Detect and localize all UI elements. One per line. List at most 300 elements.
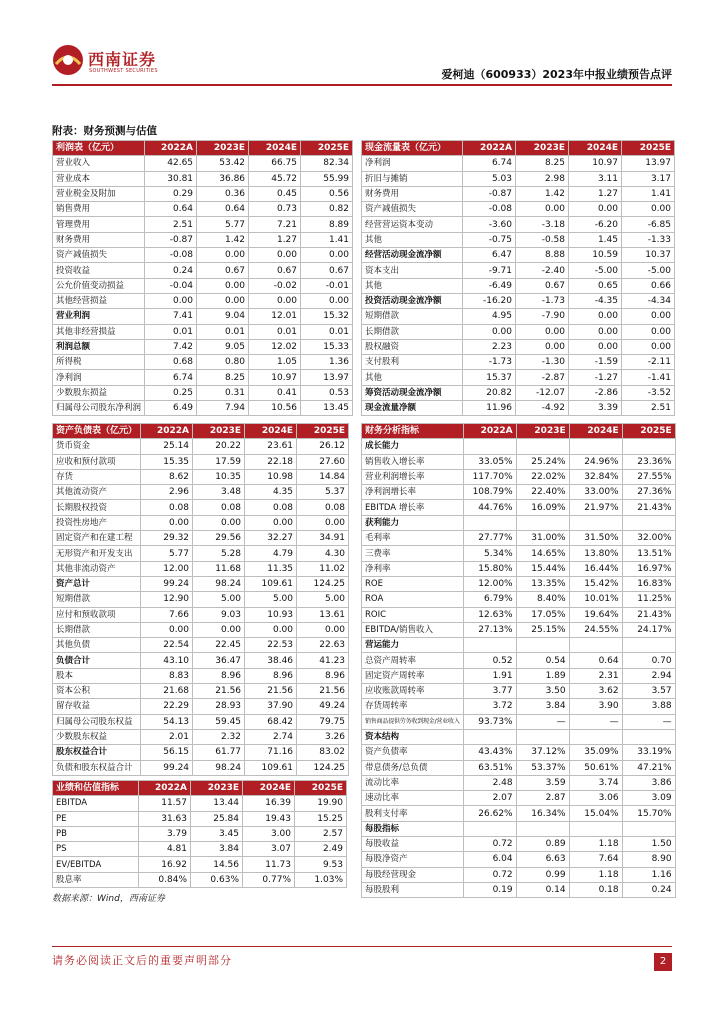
row-label: 经营营运资本变动 — [362, 217, 463, 232]
value-cell: 1.27 — [249, 232, 301, 247]
value-cell: 32.00% — [622, 531, 675, 546]
row-label: EBITDA 增长率 — [362, 500, 464, 515]
value-cell: 43.10 — [141, 653, 193, 668]
value-cell — [622, 515, 675, 530]
value-cell: 0.18 — [569, 882, 622, 897]
row-label: 毛利率 — [362, 531, 464, 546]
value-cell: 33.05% — [463, 454, 516, 469]
value-cell: -9.71 — [463, 263, 516, 278]
row-label: 每股股利 — [362, 882, 464, 897]
table-row — [362, 699, 676, 714]
value-cell: 10.97 — [249, 370, 301, 385]
value-cell: -1.27 — [569, 370, 622, 385]
value-cell: -1.59 — [569, 355, 622, 370]
year-header-cell: 2025E — [622, 424, 675, 439]
income-statement-table — [52, 140, 353, 416]
value-cell: -1.30 — [516, 355, 569, 370]
row-label: 支付股利 — [362, 355, 463, 370]
table-row — [362, 653, 676, 668]
value-cell: 21.97% — [569, 500, 622, 515]
row-label: ROIC — [362, 607, 464, 622]
value-cell: 0.00 — [141, 622, 193, 637]
value-cell: 4.35 — [245, 485, 297, 500]
value-cell: 124.25 — [297, 760, 349, 775]
value-cell: 99.24 — [141, 760, 193, 775]
value-cell: 3.45 — [191, 826, 243, 841]
value-cell: 10.93 — [245, 607, 297, 622]
row-label: 长期股权投资 — [53, 500, 141, 515]
row-label: 股本 — [53, 668, 141, 683]
value-cell: 13.45 — [301, 401, 353, 416]
value-cell: -3.52 — [622, 385, 675, 400]
value-cell: 10.35 — [193, 469, 245, 484]
value-cell: 3.86 — [622, 775, 675, 790]
value-cell: 32.84% — [569, 469, 622, 484]
value-cell: 1.50 — [622, 837, 675, 852]
value-cell: 16.83% — [622, 576, 675, 591]
value-cell: 29.32 — [141, 531, 193, 546]
value-cell: -2.40 — [516, 263, 569, 278]
table-row — [362, 622, 676, 637]
table-row — [362, 385, 675, 400]
value-cell: 3.77 — [463, 684, 516, 699]
table-row — [362, 729, 676, 744]
value-cell: 3.09 — [622, 791, 675, 806]
row-label: 流动比率 — [362, 775, 464, 790]
value-cell: 23.61 — [245, 439, 297, 454]
value-cell: 0.89 — [516, 837, 569, 852]
value-cell: 10.97 — [569, 156, 622, 171]
value-cell: 3.17 — [622, 171, 675, 186]
value-cell: — — [516, 714, 569, 729]
value-cell: 0.00 — [141, 515, 193, 530]
table-row — [53, 638, 349, 653]
row-label: 其他负债 — [53, 638, 141, 653]
value-cell: 15.25 — [295, 811, 347, 826]
value-cell: 22.18 — [245, 454, 297, 469]
value-cell: 0.52 — [463, 653, 516, 668]
value-cell: 22.45 — [193, 638, 245, 653]
value-cell: 15.32 — [301, 309, 353, 324]
value-cell: -0.87 — [145, 232, 197, 247]
table-row — [362, 714, 676, 729]
row-label: 少数股东损益 — [53, 385, 145, 400]
table-header-row — [53, 424, 349, 439]
value-cell: 0.00 — [569, 309, 622, 324]
value-cell: 98.24 — [193, 576, 245, 591]
table-title-cell: 利润表（亿元） — [53, 141, 145, 156]
value-cell: 21.56 — [297, 684, 349, 699]
row-label: 资产负债率 — [362, 745, 464, 760]
value-cell: 22.63 — [297, 638, 349, 653]
row-label: 其他非流动资产 — [53, 561, 141, 576]
value-cell: 33.19% — [622, 745, 675, 760]
value-cell: 35.09% — [569, 745, 622, 760]
row-label: 资本公积 — [53, 684, 141, 699]
row-label: 投资性房地产 — [53, 515, 141, 530]
table-row — [362, 684, 676, 699]
row-label: 公允价值变动损益 — [53, 278, 145, 293]
value-cell — [622, 821, 675, 836]
value-cell: -6.20 — [569, 217, 622, 232]
value-cell: 19.90 — [295, 796, 347, 811]
value-cell: 25.24% — [516, 454, 569, 469]
value-cell: 32.27 — [245, 531, 297, 546]
table-row — [53, 653, 349, 668]
table-title-cell: 现金流量表（亿元） — [362, 141, 463, 156]
value-cell: 8.96 — [193, 668, 245, 683]
value-cell: 43.43% — [463, 745, 516, 760]
value-cell: 5.00 — [297, 592, 349, 607]
data-source-note: 数据来源：Wind，西南证券 — [52, 894, 165, 904]
value-cell: 23.36% — [622, 454, 675, 469]
value-cell: 14.56 — [191, 857, 243, 872]
value-cell: 117.70% — [463, 469, 516, 484]
table-row — [362, 278, 675, 293]
value-cell: 8.96 — [297, 668, 349, 683]
value-cell: -1.33 — [622, 232, 675, 247]
row-label: 其他非经营损益 — [53, 324, 145, 339]
table-row — [362, 309, 675, 324]
value-cell: 10.56 — [249, 401, 301, 416]
table-row — [53, 857, 347, 872]
row-label: 营业成本 — [53, 171, 145, 186]
row-label: 应付和预收款项 — [53, 607, 141, 622]
year-header-cell: 2024E — [249, 141, 301, 156]
value-cell: 8.96 — [245, 668, 297, 683]
value-cell: 1.42 — [516, 186, 569, 201]
row-label: ROE — [362, 576, 464, 591]
table-row — [362, 263, 675, 278]
value-cell: 0.67 — [197, 263, 249, 278]
value-cell: 16.44% — [569, 561, 622, 576]
value-cell: 10.37 — [622, 248, 675, 263]
row-label: 存货 — [53, 469, 141, 484]
value-cell: 26.12 — [297, 439, 349, 454]
row-label: 每股净资产 — [362, 852, 464, 867]
value-cell: 25.84 — [191, 811, 243, 826]
table-row — [53, 171, 353, 186]
financial-ratios-table — [361, 423, 676, 898]
value-cell: 11.68 — [193, 561, 245, 576]
table-row — [362, 760, 676, 775]
value-cell: 10.01% — [569, 592, 622, 607]
value-cell: 38.46 — [245, 653, 297, 668]
value-cell: 37.12% — [516, 745, 569, 760]
row-label: 管理费用 — [53, 217, 145, 232]
row-label: 净利润 — [362, 156, 463, 171]
value-cell: 9.03 — [193, 607, 245, 622]
value-cell: 0.00 — [622, 202, 675, 217]
value-cell: 2.74 — [245, 729, 297, 744]
table-row — [362, 339, 675, 354]
value-cell: 7.64 — [569, 852, 622, 867]
value-cell — [516, 515, 569, 530]
value-cell: 3.90 — [569, 699, 622, 714]
value-cell: 6.63 — [516, 852, 569, 867]
table-row — [362, 469, 676, 484]
value-cell: 13.80% — [569, 546, 622, 561]
value-cell: 15.04% — [569, 806, 622, 821]
value-cell: -16.20 — [463, 293, 516, 308]
value-cell: 0.77% — [243, 872, 295, 887]
value-cell: -7.90 — [516, 309, 569, 324]
table-row — [53, 217, 353, 232]
table-row — [53, 439, 349, 454]
value-cell: 15.80% — [463, 561, 516, 576]
value-cell: 59.45 — [193, 714, 245, 729]
table-row — [362, 217, 675, 232]
value-cell — [463, 729, 516, 744]
value-cell: 5.00 — [193, 592, 245, 607]
table-row — [362, 638, 676, 653]
value-cell: 8.83 — [141, 668, 193, 683]
table-row — [362, 882, 676, 897]
value-cell: 0.00 — [516, 324, 569, 339]
value-cell: 15.35 — [141, 454, 193, 469]
table-row — [53, 515, 349, 530]
value-cell: 24.96% — [569, 454, 622, 469]
row-label: 销售费用 — [53, 202, 145, 217]
row-label: 负债合计 — [53, 653, 141, 668]
value-cell: 0.00 — [245, 622, 297, 637]
value-cell: 5.77 — [197, 217, 249, 232]
value-cell: 13.35% — [516, 576, 569, 591]
table-row — [53, 872, 347, 887]
value-cell — [569, 729, 622, 744]
row-label: 净利润 — [53, 370, 145, 385]
table-row — [362, 852, 676, 867]
row-label: 资产减值损失 — [53, 248, 145, 263]
value-cell: 2.98 — [516, 171, 569, 186]
table-header-row — [362, 424, 676, 439]
table-row — [362, 531, 676, 546]
year-header-cell: 2025E — [297, 424, 349, 439]
value-cell: 0.72 — [463, 837, 516, 852]
table-row — [53, 714, 349, 729]
value-cell: -4.34 — [622, 293, 675, 308]
table-row — [362, 837, 676, 852]
row-label: 应收账款周转率 — [362, 684, 464, 699]
table-row — [53, 668, 349, 683]
row-label: 营业税金及附加 — [53, 186, 145, 201]
row-label: 总资产周转率 — [362, 653, 464, 668]
year-header-cell: 2023E — [191, 781, 243, 796]
row-label: EBITDA — [53, 796, 139, 811]
year-header-cell: 2023E — [197, 141, 249, 156]
value-cell: -0.58 — [516, 232, 569, 247]
footer-divider — [52, 946, 672, 947]
table-row — [53, 592, 349, 607]
table-row — [53, 370, 353, 385]
value-cell: 11.73 — [243, 857, 295, 872]
value-cell: 14.84 — [297, 469, 349, 484]
value-cell: 7.21 — [249, 217, 301, 232]
value-cell: 11.25% — [622, 592, 675, 607]
row-label: 所得税 — [53, 355, 145, 370]
value-cell: 6.49 — [145, 401, 197, 416]
value-cell: 0.64 — [197, 202, 249, 217]
value-cell: 0.08 — [297, 500, 349, 515]
value-cell: 109.61 — [245, 760, 297, 775]
table-row — [362, 561, 676, 576]
table-row — [362, 821, 676, 836]
value-cell: 13.51% — [622, 546, 675, 561]
value-cell: 2.94 — [622, 668, 675, 683]
value-cell: 3.62 — [569, 684, 622, 699]
value-cell: 1.41 — [622, 186, 675, 201]
table-row — [362, 500, 676, 515]
value-cell — [463, 821, 516, 836]
value-cell: -0.87 — [463, 186, 516, 201]
value-cell: 16.09% — [516, 500, 569, 515]
logo-english-name: SOUTHWEST SECURITIES — [89, 68, 158, 74]
value-cell: 2.87 — [516, 791, 569, 806]
table-row — [53, 745, 349, 760]
row-label: 营运能力 — [362, 638, 464, 653]
row-label: 每股收益 — [362, 837, 464, 852]
value-cell: — — [622, 714, 675, 729]
value-cell: 20.22 — [193, 439, 245, 454]
table-row — [362, 592, 676, 607]
table-row — [362, 248, 675, 263]
value-cell: 22.02% — [516, 469, 569, 484]
row-label: 营业收入 — [53, 156, 145, 171]
table-row — [53, 842, 347, 857]
row-label: 营业利润 — [53, 309, 145, 324]
value-cell: 1.03% — [295, 872, 347, 887]
value-cell: 9.05 — [197, 339, 249, 354]
value-cell: 63.51% — [463, 760, 516, 775]
row-label: 三费率 — [362, 546, 464, 561]
table-row — [362, 355, 675, 370]
value-cell: 0.53 — [301, 385, 353, 400]
footer-disclaimer: 请务必阅读正文后的重要声明部分 — [52, 954, 232, 967]
value-cell: 53.42 — [197, 156, 249, 171]
row-label: 筹资活动现金流净额 — [362, 385, 463, 400]
value-cell: 55.99 — [301, 171, 353, 186]
value-cell — [516, 729, 569, 744]
table-row — [53, 309, 353, 324]
value-cell: 83.02 — [297, 745, 349, 760]
value-cell: 4.30 — [297, 546, 349, 561]
row-label: 资本支出 — [362, 263, 463, 278]
value-cell: 79.75 — [297, 714, 349, 729]
value-cell — [463, 439, 516, 454]
value-cell: -2.87 — [516, 370, 569, 385]
value-cell: 13.97 — [301, 370, 353, 385]
table-title-cell: 资产负债表（亿元） — [53, 424, 141, 439]
value-cell: 19.43 — [243, 811, 295, 826]
value-cell: 19.64% — [569, 607, 622, 622]
table-row — [53, 156, 353, 171]
value-cell: 4.81 — [139, 842, 191, 857]
value-cell — [569, 439, 622, 454]
row-label: ROA — [362, 592, 464, 607]
value-cell: 3.79 — [139, 826, 191, 841]
header-divider — [52, 84, 672, 86]
value-cell: 0.00 — [145, 293, 197, 308]
value-cell: 2.01 — [141, 729, 193, 744]
row-label: 每股经营现金 — [362, 867, 464, 882]
value-cell: 31.00% — [516, 531, 569, 546]
value-cell: 49.24 — [297, 699, 349, 714]
value-cell: 0.00 — [622, 324, 675, 339]
value-cell: 3.57 — [622, 684, 675, 699]
value-cell: 25.15% — [516, 622, 569, 637]
value-cell — [463, 515, 516, 530]
table-row — [362, 485, 676, 500]
value-cell: 0.00 — [249, 293, 301, 308]
value-cell: 16.92 — [139, 857, 191, 872]
year-header-cell: 2025E — [622, 141, 675, 156]
value-cell: 12.00% — [463, 576, 516, 591]
value-cell: 3.07 — [243, 842, 295, 857]
value-cell: -0.75 — [463, 232, 516, 247]
page-header — [0, 0, 724, 85]
appendix-title: 附表：财务预测与估值 — [52, 125, 157, 137]
table-header-row — [53, 781, 347, 796]
value-cell: 27.60 — [297, 454, 349, 469]
value-cell: 15.33 — [301, 339, 353, 354]
value-cell: 16.34% — [516, 806, 569, 821]
value-cell: 27.55% — [622, 469, 675, 484]
row-label: 少数股东权益 — [53, 729, 141, 744]
row-label: 利润总额 — [53, 339, 145, 354]
value-cell: 21.43% — [622, 500, 675, 515]
value-cell: 9.53 — [295, 857, 347, 872]
year-header-cell: 2022A — [141, 424, 193, 439]
value-cell: 17.59 — [193, 454, 245, 469]
value-cell: 15.37 — [463, 370, 516, 385]
row-label: 股息率 — [53, 872, 139, 887]
value-cell: -3.18 — [516, 217, 569, 232]
value-cell: 2.48 — [463, 775, 516, 790]
table-row — [362, 293, 675, 308]
value-cell: 8.88 — [516, 248, 569, 263]
value-cell: 21.43% — [622, 607, 675, 622]
table-row — [362, 867, 676, 882]
value-cell: 12.63% — [463, 607, 516, 622]
row-label: 销售收入增长率 — [362, 454, 464, 469]
value-cell: 0.19 — [463, 882, 516, 897]
table-row — [362, 454, 676, 469]
row-label: 其他流动资产 — [53, 485, 141, 500]
value-cell: 0.00 — [249, 248, 301, 263]
value-cell: -0.02 — [249, 278, 301, 293]
year-header-cell: 2023E — [516, 424, 569, 439]
year-header-cell: 2023E — [193, 424, 245, 439]
value-cell: 0.00 — [193, 515, 245, 530]
value-cell: 0.01 — [301, 324, 353, 339]
year-header-cell: 2022A — [139, 781, 191, 796]
table-row — [53, 729, 349, 744]
table-row — [53, 576, 349, 591]
value-cell: 12.00 — [141, 561, 193, 576]
value-cell: 30.81 — [145, 171, 197, 186]
year-header-cell: 2024E — [569, 141, 622, 156]
value-cell: 0.00 — [245, 515, 297, 530]
table-row — [53, 622, 349, 637]
row-label: 速动比率 — [362, 791, 464, 806]
value-cell: 0.00 — [193, 622, 245, 637]
value-cell: 0.99 — [516, 867, 569, 882]
row-label: PB — [53, 826, 139, 841]
value-cell: 0.45 — [249, 186, 301, 201]
value-cell — [622, 439, 675, 454]
value-cell: 0.08 — [141, 500, 193, 515]
table-row — [362, 156, 675, 171]
